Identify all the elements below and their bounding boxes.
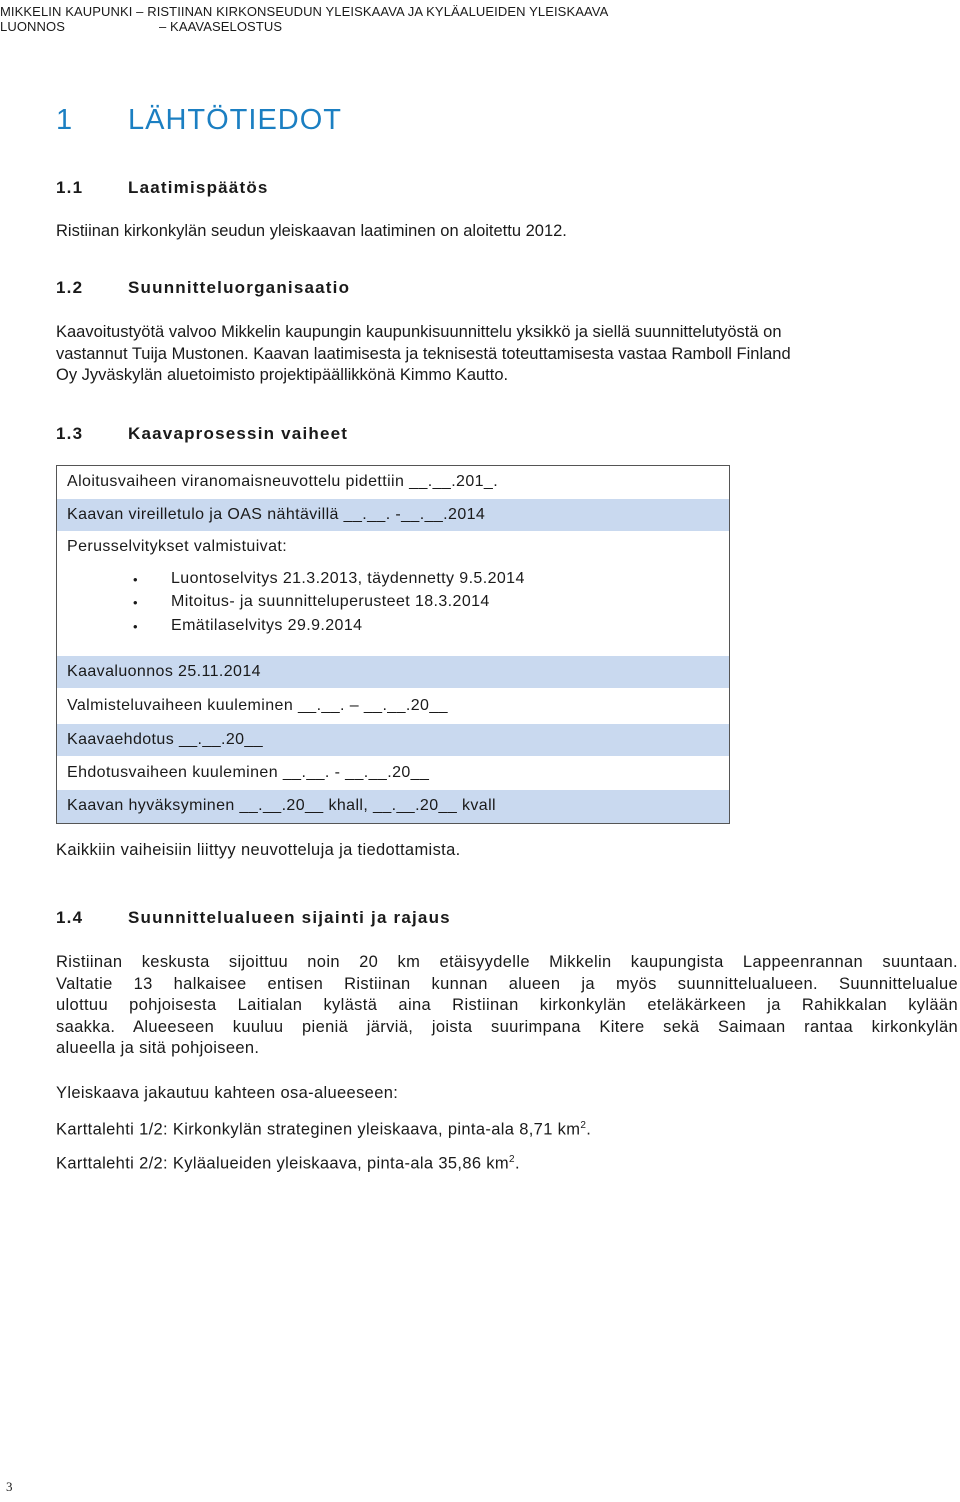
chapter-heading: LÄHTÖTIEDOT	[128, 104, 343, 136]
running-header: MIKKELIN KAUPUNKI – RISTIINAN KIRKONSEUDUN YLEISKAAVA JA KYLÄALUEIDEN YLEISKAAVA	[0, 4, 609, 19]
bullet-icon: •	[133, 572, 138, 587]
map-sheet-1	[56, 1115, 958, 1141]
section-1-2-text	[56, 322, 958, 387]
map-sheet-2	[56, 1149, 958, 1175]
paragraph-line: Valtatie 13 halkaisee entisen Ristiinan kunnan alueen ja myös suunnittelualueen. Suunnittelualue	[56, 974, 958, 993]
survey-item-text: Emätilaselvitys 29.9.2014	[171, 617, 363, 634]
paragraph-line: Ristiinan keskusta sijoittuu noin 20 km etäisyydelle Mikkelin kaupungista Lappeenrannan suuntaan.	[56, 953, 958, 971]
unit-superscript: 2	[580, 1120, 587, 1131]
section-heading-1-2	[56, 278, 350, 298]
paragraph-line: ulottuu pohjoisesta Laitialan kylästä aina Ristiinan kirkonkylän eteläkärkeen ja Rahikkalan kylään	[56, 996, 958, 1014]
sentence-end: .	[586, 1120, 592, 1139]
map-sheet-text: Karttalehti 2/2: Kyläalueiden yleiskaava, pinta-ala 35,86 km	[56, 1154, 510, 1173]
paragraph-line: vastannut Tuija Mustonen. Kaavan laatimisesta ja teknisestä toteuttamisesta vastaa Ramboll Finland	[56, 344, 791, 363]
paragraph-line: Kaikkiin vaiheisiin liittyy neuvotteluja ja tiedottamista.	[56, 841, 461, 859]
unit-superscript: 2	[509, 1154, 515, 1165]
section-title: Kaavaprosessin vaiheet	[128, 424, 349, 443]
section-1-4-text	[56, 952, 958, 1060]
phase-row: Kaavaehdotus __.__.20__	[57, 724, 729, 756]
bullet-icon: •	[133, 595, 138, 610]
sentence-end: .	[514, 1154, 520, 1173]
survey-item	[133, 570, 525, 588]
section-number: 1.2	[56, 278, 84, 297]
chapter-number: 1	[56, 104, 74, 136]
map-sheet-text: Karttalehti 1/2: Kirkonkylän strateginen yleiskaava, pinta-ala 8,71 km	[56, 1120, 581, 1139]
paragraph-line: saakka. Alueeseen kuuluu pieniä järviä, joista suurimpana Kitere sekä Saimaan rantaa kirkonkylän	[56, 1017, 958, 1036]
bullet-icon: •	[133, 619, 138, 634]
section-title: Suunnittelualueen sijainti ja rajaus	[128, 908, 451, 927]
section-1-3-note	[56, 840, 958, 862]
paragraph-line: Ristiinan kirkonkylän seudun yleiskaavan laatiminen on aloitettu 2012.	[56, 222, 567, 240]
phase-row: Kaavaluonnos 25.11.2014	[57, 656, 729, 688]
paragraph-line: Oy Jyväskylän aluetoimisto projektipäällikkönä Kimmo Kautto.	[56, 366, 509, 384]
section-number: 1.3	[56, 424, 84, 443]
paragraph-line: Kaavoitustyötä valvoo Mikkelin kaupungin kaupunkisuunnittelu yksikkö ja siellä suunnittelutyöstä on	[56, 323, 782, 341]
survey-item	[133, 593, 490, 611]
paragraph-line: alueella ja sitä pohjoiseen.	[56, 1039, 260, 1057]
phase-row: Perusselvitykset valmistuivat:	[67, 538, 288, 555]
phase-row: Ehdotusvaiheen kuuleminen __.__. - __.__.20__	[67, 764, 430, 781]
section-1-4-intro	[56, 1083, 958, 1105]
paragraph-line: Yleiskaava jakautuu kahteen osa-alueeseen:	[56, 1084, 399, 1102]
running-header-document: – KAAVASELOSTUS	[159, 19, 283, 34]
section-title: Suunnitteluorganisaatio	[128, 278, 351, 297]
page-number: 3	[6, 1479, 13, 1494]
phase-row: Kaavan vireilletulo ja OAS nähtävillä __.__. -__.__.2014	[57, 499, 729, 531]
survey-item-text: Luontoselvitys 21.3.2013, täydennetty 9.5.2014	[171, 570, 525, 587]
phase-row: Aloitusvaiheen viranomaisneuvottelu pidettiin __.__.201_.	[67, 473, 499, 490]
section-heading-1-4	[56, 908, 451, 928]
section-heading-1-1	[56, 178, 269, 198]
chapter-title	[56, 104, 342, 137]
process-phases-table	[56, 465, 730, 824]
phase-row: Valmisteluvaiheen kuuleminen __.__. – __.__.20__	[67, 697, 448, 714]
survey-item-text: Mitoitus- ja suunnitteluperusteet 18.3.2014	[171, 593, 490, 610]
section-heading-1-3	[56, 424, 348, 444]
running-header-status: LUONNOS	[0, 19, 65, 34]
section-1-1-text	[56, 221, 958, 243]
survey-item	[133, 617, 363, 635]
section-title: Laatimispäätös	[128, 178, 269, 197]
section-number: 1.1	[56, 178, 84, 197]
section-number: 1.4	[56, 908, 84, 927]
phase-row: Kaavan hyväksyminen __.__.20__ khall, __.__.20__ kvall	[57, 790, 729, 823]
